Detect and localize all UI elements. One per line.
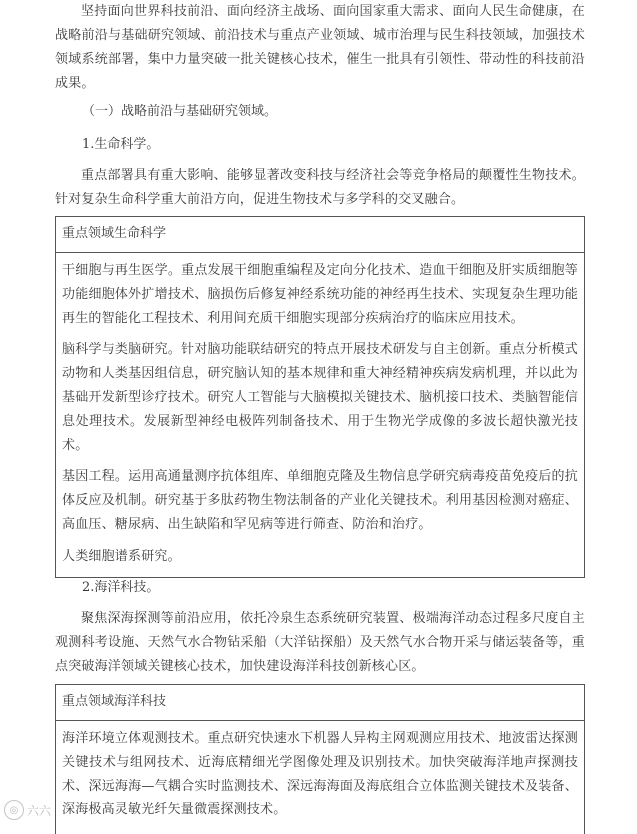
- table-paragraph: 脑科学与类脑研究。针对脑功能联结研究的特点开展技术研发与自主创新。重点分析模式动物和人类基因组信息，研究脑认知的基本规律和重大神经精神疾病发病机理，并以此为基础开发新型诊疗技术。研究人工智能与大脑模拟关键技术、脑机接口技术、类脑智能信息处理技术。发展新型神经电极阵列制备技术、用于生物光学成像的多波长超快激光技术。: [62, 342, 578, 453]
- life-science-table-header: 重点领域生命科学: [56, 217, 584, 253]
- ocean-science-table-body: [56, 721, 584, 822]
- table-paragraph: 干细胞与再生医学。重点发展干细胞重编程及定向分化技术、造血干细胞及肝实质细胞等功能细胞体外扩增技术、脑损伤后修复神经系统功能的神经再生技术、实现复杂生理功能再生的智能化工程技术、利用间充质干细胞实现部分疾病治疗的临床应用技术。: [62, 263, 578, 326]
- life-science-table-body: [56, 253, 584, 569]
- ocean-science-table: [55, 684, 585, 834]
- table-paragraph: 人类细胞谱系研究。: [62, 548, 181, 564]
- watermark-logo-icon: ◎: [4, 800, 24, 820]
- table-paragraph: 海洋环境立体观测技术。重点研究快速水下机器人异构主网观测应用技术、地波雷达探测关键技术与组网技术、近海底精细光学图像处理及识别技术。加快突破海洋地声探测技术、深远海海—气耦合实时监测技术、深远海海面及海底组合立体监测关键技术及装备、深海极高灵敏光纤矢量微震探测技术。: [62, 731, 578, 818]
- item2-heading: 2.海洋科技。: [82, 580, 160, 595]
- watermark-text: 六六: [27, 803, 52, 818]
- ocean-science-table-header: 重点领域海洋科技: [56, 685, 584, 721]
- watermark: [4, 798, 51, 822]
- item1-paragraph: 重点部署具有重大影响、能够显著改变科技与经济社会等竞争格局的颠覆性生物技术。针对复杂生命科学重大前沿方向，促进生物技术与多学科的交叉融合。: [55, 168, 585, 207]
- table-paragraph: 基因工程。运用高通量测序抗体组库、单细胞克隆及生物信息学研究病毒疫苗免疫后的抗体反应及机制。研究基于多肽药物生物法制备的产业化关键技术。利用基因检测对癌症、高血压、糖尿病、出生缺陷和罕见病等进行筛查、防治和治疗。: [62, 469, 578, 532]
- item2-paragraph: 聚焦深海探测等前沿应用，依托冷泉生态系统研究装置、极端海洋动态过程多尺度自主观测科考设施、天然气水合物钻采船（大洋钻探船）及天然气水合物开采与储运装备等，重点突破海洋领域关键核心技术，加快建设海洋科技创新核心区。: [55, 611, 585, 674]
- section-heading: （一）战略前沿与基础研究领域。: [82, 104, 278, 119]
- intro-paragraph: 坚持面向世界科技前沿、面向经济主战场、面向国家重大需求、面向人民生命健康，在战略前沿与基础研究领域、前沿技术与重点产业领域、城市治理与民生科技领域，加强技术领域系统部署，集中力量突破一批关键核心技术，催生一批具有引领性、带动性的科技前沿成果。: [55, 4, 585, 91]
- life-science-table: [55, 216, 585, 578]
- item1-heading: 1.生命科学。: [82, 137, 160, 152]
